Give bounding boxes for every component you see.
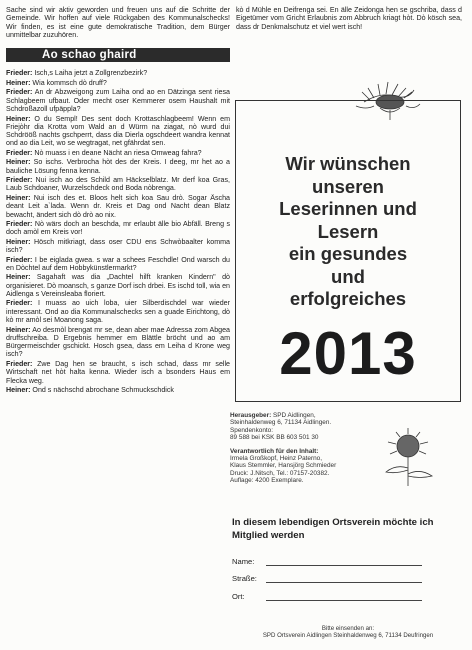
city-label: Ort: [232,591,245,601]
dialogue-line [6,386,230,394]
dialogue-text: I be eiglada gwea. s war a schees Feschdle! Ond warsch du en Dòchtel auf dem Hobbykünstlermarkt? [6,255,230,272]
speaker-label: Heiner: [6,325,31,334]
section-heading: Ao schao ghaird [6,48,230,62]
greeting-line: ein gesundes [288,243,408,264]
year-number: 2013 [279,320,417,387]
speaker-label: Frieder: [6,299,33,308]
dialogue-line [6,79,230,87]
street-field[interactable] [266,572,422,583]
speaker-label: Frieder: [6,220,33,229]
name-label: Name: [232,556,255,566]
speaker-label: Frieder: [6,176,33,185]
dialogue-line [6,69,230,77]
send-title: Bitte einsenden an: [321,625,375,632]
continuation-paragraph: kò d Mühle en Deifrenga sei. En älle Zeidonga hen se gschriba, dass d Eigetümer vom Gricht Erlaubnis zom Abbruch kriagt hòt. Dò kösch sea, dass dr Denkmalschutz et viel wert isch! [236,6,462,31]
speaker-label: Frieder: [6,359,33,368]
speaker-label: Heiner: [6,158,31,167]
dialogue-line [6,360,230,385]
name-field[interactable] [266,555,422,566]
greeting-line: Wir wünschen [285,153,411,174]
speaker-label: Heiner: [6,78,31,87]
dialogue-text: Nui isch des et. Bloos helt sich koa Sau drò. Sogar Äscha deant Leit a`lada. Wenn dr. Kreis et Dag ond Nacht dean Blatz bewacht, ändert sich dò drò ao nix. [6,193,230,219]
publisher-name: SPD Aidlingen, [271,412,316,419]
dialogue-line [6,273,230,298]
speaker-label: Heiner: [6,193,31,202]
dialogue-text: An dr Abzweigong zum Laiha ond ao en Dätzinga sent riesa Schlagbeem ufbaut. Oder mecht oser Kemmerer osem Haushalt mit Schdroßazoll ufpäppla? [6,88,230,114]
city-row [232,583,462,601]
dialogue-text: Nò muass i en deane Nächt an riesa Omweag fahra? [32,148,202,157]
greeting-box [235,100,461,402]
greeting-line: Leserinnen und [279,198,417,219]
greeting-line: unseren [312,175,384,197]
city-field[interactable] [266,590,422,601]
dialogue-line [6,194,230,219]
dialogue-list [6,69,230,394]
dialogue-line [6,149,230,157]
dialogue-text: So ischs. Verbrocha hòt des der Kreis. I deeg, mr het ao a bauliche Lösung fenna kenna. [6,158,230,175]
dialogue-text: Ao desmòl brengat mr se, dean aber mae Adressa zom Abgea druffschreiba. D Ergebnis hemmer em Blättle bröcht und ao am Bürgermeischder gschickt. Hosch gsea, dass em Leiha d Krone weg isch? [6,325,230,359]
right-column [236,6,462,31]
dialogue-line [6,176,230,193]
dialogue-text: Ond s nächschd abrochane Schmuckschdick [30,385,174,394]
dialogue-line [6,88,230,113]
intro-paragraph: Sache sind wir aktiv geworden und freuen uns auf die Schritte der Gemeinde. Wir hoffen auf viele Rückgaben des Kommunalschecks! Wir finden, es ist eine gute demokratische Tradition, dem Bürger unmittelbar zuzuhören. [6,6,230,39]
send-address-block [232,625,464,640]
imprint [230,412,470,485]
speaker-label: Heiner: [6,114,31,123]
dialogue-text: I muass ao uich loba, uier Silberdischdel war wieder interessant. Ond ao dia Kommunalschecks sen a guade Eirichtong, dò kò mr amòl sei Moanong saga. [6,299,230,325]
dialogue-text: Zwe Dag hen se braucht, s isch schad, dass mr selle Wirtschaft net hòt halta kenna. Wieder isch a bsonders Haus em Flecka weg. [6,359,230,385]
dialogue-line [6,115,230,148]
left-column [6,6,230,395]
membership-heading: In diesem lebendigen Ortsverein möchte ich Mitglied werden [232,517,434,541]
dialogue-text: Hösch mitkriagt, dass oser CDU ens Schwòbaalter komma isch? [6,237,230,255]
speaker-label: Frieder: [6,255,33,264]
dialogue-line [6,299,230,324]
dialogue-line [6,158,230,175]
greeting-text [236,153,460,311]
dialogue-line [6,238,230,255]
send-address: SPD Ortsverein Aidlingen Steinhaldenweg 6, 71134 Deufringen [262,632,434,640]
greeting-line: erfolgreiches [289,288,407,309]
responsible-line: Irmela Großkopf, Heinz Paterno, [230,455,322,463]
speaker-label: Frieder: [6,148,33,157]
dialogue-text: Nò wärs doch an beschda, mr erlaubt älle bio Abfäll. Breng s doch amòl em Kreis vor! [6,220,230,237]
dialogue-text: Sagahaft was dia „Dachtel hilft kranken Kindern" dò organisieret. Dò moansch, s ganze Dorf isch drbei. Es ischd toll, wia en Aidlenga s Vereinsleaba floriert. [6,273,230,298]
dialogue-text: O du Sempl! Des sent doch Krottaschlagbeem! Wenn em Friejòhr dia Krotta vom Wald an d Würm na ziagat, nò wurd dui Schdrööß nachts gschperrt, dass dia Dierla ogschdeert wandra kennat ond ao dia Leit, wo se wegtragat, net gfährdat sen. [6,114,230,148]
speaker-label: Heiner: [6,385,31,394]
membership-form [232,548,462,601]
responsible-label: Verantwortlich für den Inhalt: [230,447,319,455]
speaker-label: Frieder: [6,88,33,97]
dialogue-text: Isch,s Laiha jetzt a Zollgrenzbezirk? [32,69,148,78]
responsible-line: Auflage: 4200 Exemplare. [230,477,304,485]
greeting-line: Lesern [317,220,379,242]
speaker-label: Heiner: [6,237,31,246]
responsible-line: Klaus Stemmler, Hansjörg Schmieder [230,462,337,470]
name-row [232,548,462,566]
speaker-label: Heiner: [6,273,31,282]
publisher-line: Steinhaldenweg 6, 71134 Aidlingen. [230,419,332,427]
dialogue-line [6,256,230,273]
publisher-line: Spendenkonto: [230,426,273,434]
street-label: Straße: [232,574,257,583]
greeting-line: und [331,265,365,287]
dialogue-line [6,220,230,237]
dialogue-text: Wia kommsch dò druff? [30,78,107,87]
publisher-label: Herausgeber: [230,412,272,419]
responsible-line: Druck: J.Nitsch, Tel.: 07157-20382. [230,469,330,477]
dialogue-line [6,326,230,359]
speaker-label: Frieder: [6,69,33,78]
publisher-line: 89 588 bei KSK BB 603 501 30 [230,434,319,442]
street-row [232,566,462,584]
dialogue-text: Nui isch ao des Schild am Häckselblatz. Mr derf koa Gras, Laub Schdoaner, Wurzelschdeck ond Boda nòbrenga. [6,176,230,193]
